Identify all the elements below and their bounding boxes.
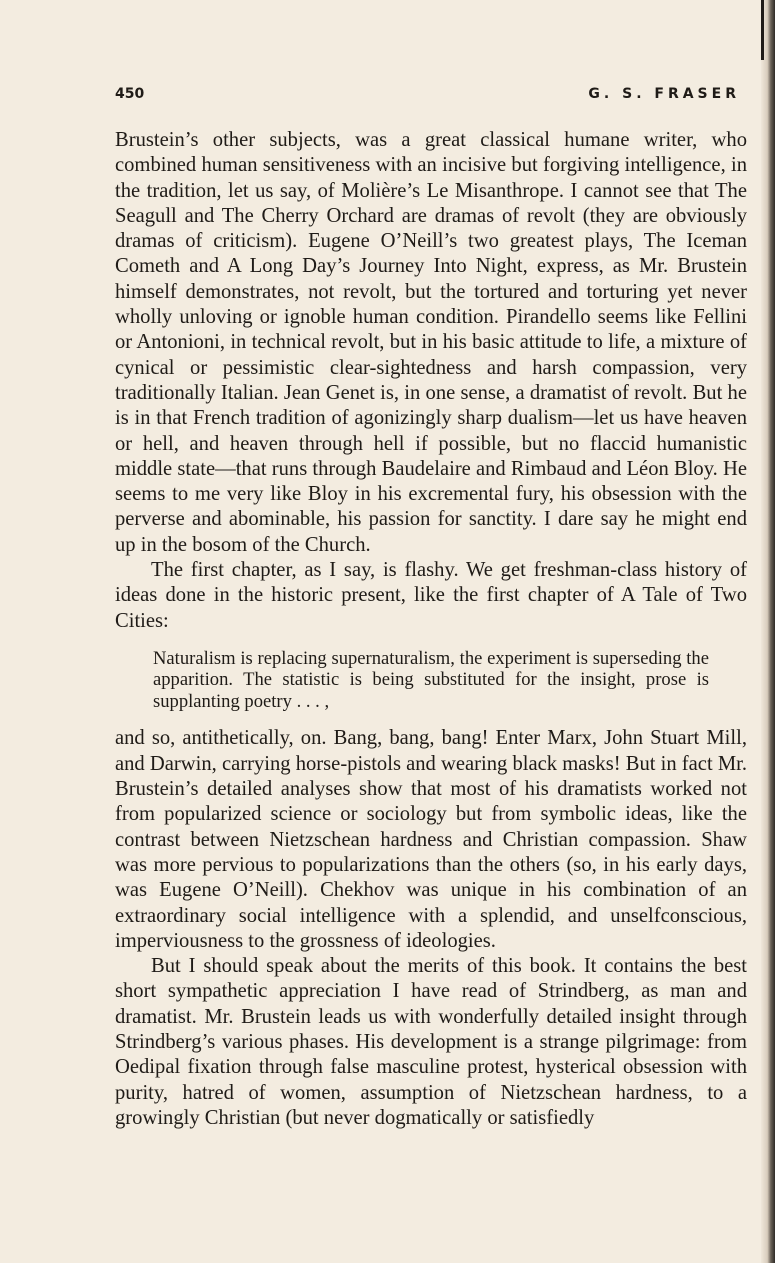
page-header — [115, 86, 740, 108]
page-number: 450 — [115, 86, 145, 102]
body-text — [115, 128, 747, 1131]
paragraph-1: Brustein’s other subjects, was a great classical humane writer, who combined human sensitiveness with an incisive but forgiving intelligence, in the tradition, let us say, of Molière’s Le Misanthrope. I cannot see that The Seagull and The Cherry Orchard are dramas of revolt (they are obviously dramas of criticism). Eugene O’Neill’s two greatest plays, The Iceman Cometh and A Long Day’s Journey Into Night, express, as Mr. Brustein himself demonstrates, not revolt, but the tortured and torturing yet never wholly unloving or ignoble human condition. Pirandello seems like Fellini or Antonioni, in technical revolt, but in his basic attitude to life, a mixture of cynical or pessimistic clear-sightedness and harsh compassion, very traditionally Italian. Jean Genet is, in one sense, a dramatist of revolt. But he is in that French tradition of agonizingly sharp dualism—let us have heaven or hell, and heaven through hell if possible, but no flaccid humanistic middle state—that runs through Baudelaire and Rimbaud and Léon Bloy. He seems to me very like Bloy in his excremental fury, his obsession with the perverse and abominable, his passion for sanctity. I dare say he might end up in the bosom of the Church. — [115, 129, 747, 556]
paragraph-4: But I should speak about the merits of this book. It contains the best short sympathetic appreciation I have read of Strindberg, as man and dramatist. Mr. Brustein leads us with wonderfully detailed insight through Strindberg’s various phases. His development is a strange pilgrimage: from Oedipal fixation through false masculine protest, hysterical obsession with purity, hatred of women, assumption of Nietzschean hardness, to a growingly Christian (but never dogmatically or satisfiedly — [115, 955, 747, 1129]
running-head-author: G. S. FRASER — [588, 86, 740, 102]
paragraph-2: The first chapter, as I say, is flashy. We get freshman-class history of ideas done in the historic present, like the first chapter of A Tale of Two Cities: — [115, 559, 747, 632]
page-edge-shadow — [761, 0, 775, 1263]
block-quote: Naturalism is replacing supernaturalism, the experiment is superseding the apparition. The statistic is being substituted for the insight, prose is supplanting poetry . . . , — [153, 647, 709, 712]
paragraph-3: and so, antithetically, on. Bang, bang, bang! Enter Marx, John Stuart Mill, and Darwin, carrying horse-pistols and wearing black masks! But in fact Mr. Brustein’s detailed analyses show that most of his dramatists worked not from popularized science or sociology but from symbolic ideas, like the contrast between Nietzschean hardness and Christian compassion. Shaw was more pervious to popularizations than the others (so, in his early days, was Eugene O’Neill). Chekhov was unique in his combination of an extraordinary social intelligence with a splendid, and unselfconscious, imperviousness to the grossness of ideologies. — [115, 727, 747, 952]
